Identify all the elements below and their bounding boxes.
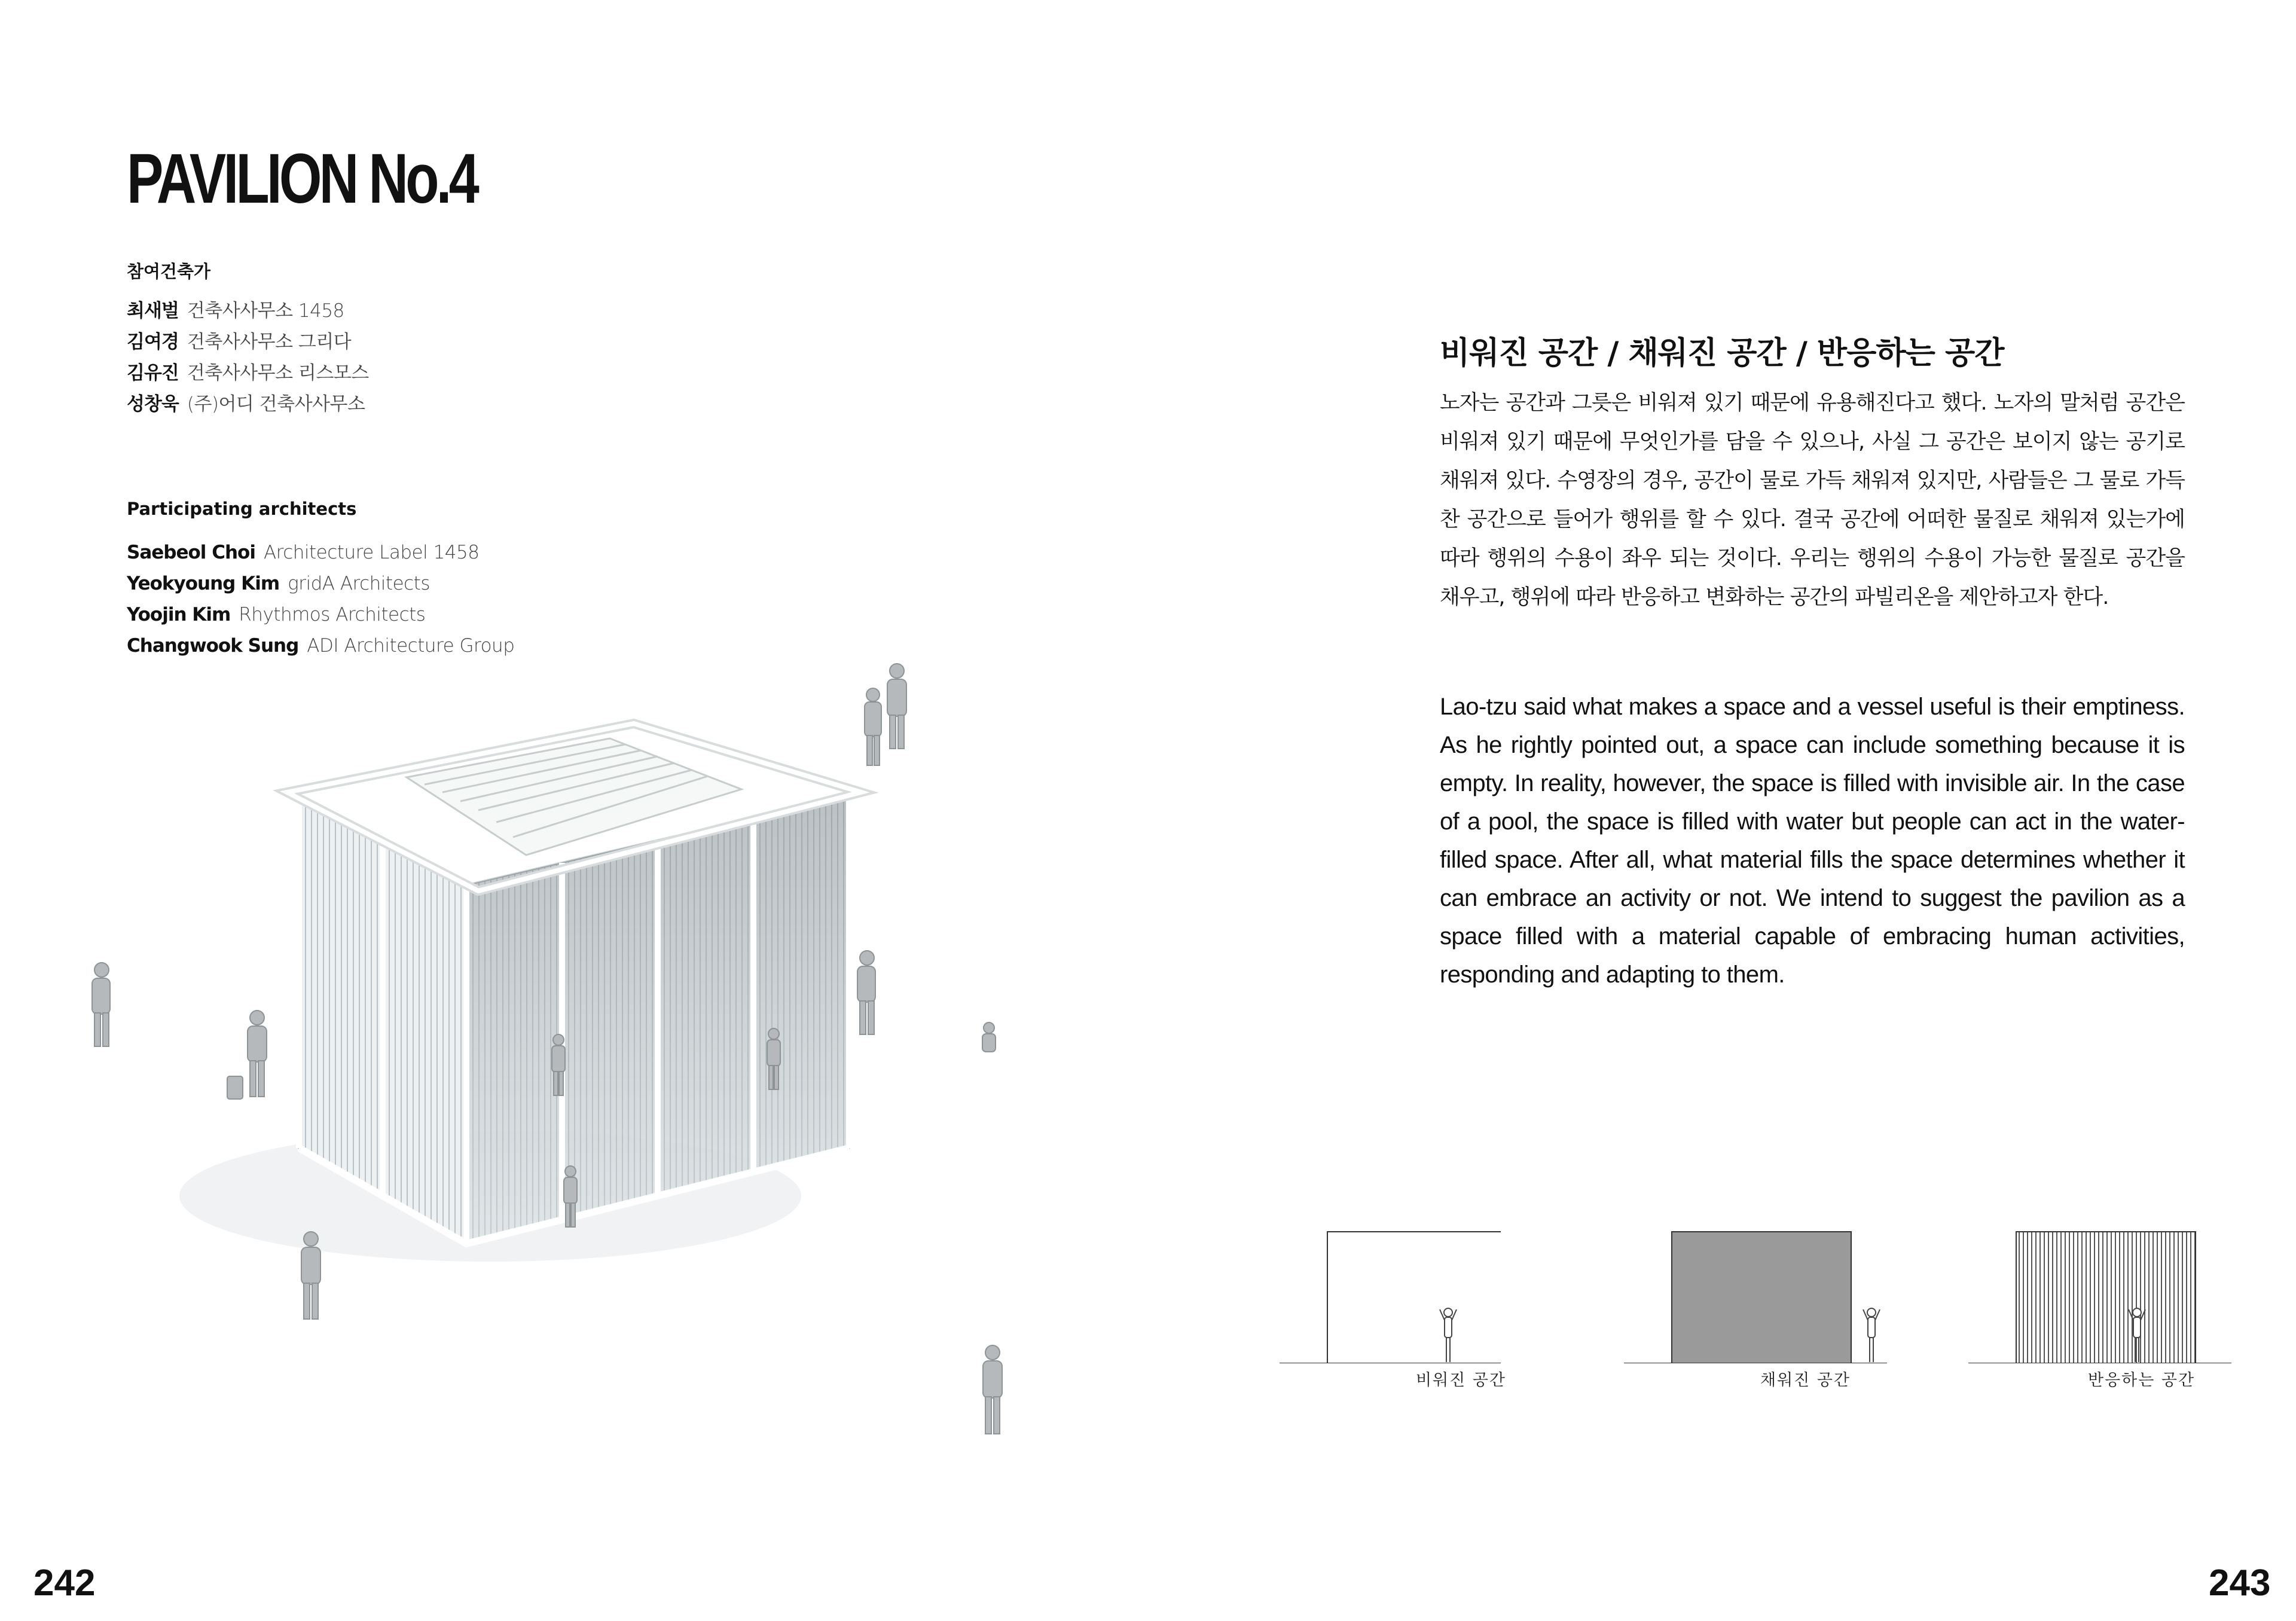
en-architects-heading: Participating architects (127, 499, 357, 519)
list-item (127, 295, 369, 326)
page-number-right: 243 (2209, 1562, 2271, 1604)
person-figure (92, 963, 110, 1046)
person-figure (1863, 1308, 1880, 1362)
architect-office: gridA Architects (288, 573, 430, 594)
architect-name: Yeokyoung Kim (127, 573, 280, 594)
page-number-left: 242 (33, 1562, 96, 1604)
architect-name: 김유진 (127, 362, 179, 384)
person-figure (227, 1011, 267, 1099)
person-figure (982, 1022, 996, 1052)
person-figure (857, 951, 875, 1034)
architect-name: 김여경 (127, 331, 179, 353)
diagram-filled-space (1624, 1220, 1851, 1390)
person-figure (887, 664, 906, 749)
architect-name: Saebeol Choi (127, 542, 255, 563)
architect-name: Yoojin Kim (127, 604, 231, 625)
architect-name: 성창욱 (127, 393, 179, 415)
list-item (127, 358, 369, 389)
diagram-label: 반응하는 공간 (2088, 1371, 2196, 1390)
list-item (127, 389, 369, 420)
diagram-filled-drawing (1624, 1220, 1887, 1363)
architect-office: Architecture Label 1458 (263, 542, 480, 563)
diagram-label: 비워진 공간 (1416, 1371, 1506, 1390)
list-item (127, 326, 369, 358)
pavilion-illustration (72, 634, 1004, 1471)
architect-name: Changwook Sung (127, 635, 299, 657)
architect-name: 최새벌 (127, 300, 179, 322)
architect-office: 건축사사무소 그리다 (187, 331, 352, 353)
diagram-label: 채워진 공간 (1760, 1371, 1851, 1390)
kr-architects-list (127, 295, 369, 420)
diagram-empty-space (1280, 1220, 1506, 1390)
person-figure (983, 1345, 1002, 1434)
list-item (127, 599, 514, 630)
architect-office: (주)어디 건축사사무소 (187, 393, 365, 415)
concept-heading: 비워진 공간 / 채워진 공간 / 반응하는 공간 (1440, 335, 2004, 371)
person-figure (767, 1028, 780, 1089)
diagram-responsive-space (1968, 1220, 2196, 1390)
concept-en-text: Lao-tzu said what makes a space and a vessel useful is their emptiness. As he rightly pointed out, a space can include something because it is empty. In reality, however, the space is filled with invisible air. In the case of a pool, the space is filled with water but people can act in the water-filled space. After all, what material fills the space determines whether it can embrace an activity or not. We intend to suggest the pavilion as a space filled with a material capable of embracing human activities, responding and adapting to them. (1440, 694, 2185, 988)
list-item (127, 537, 514, 568)
list-item (127, 568, 514, 599)
concept-kr-text: 노자는 공간과 그릇은 비워져 있기 때문에 유용해진다고 했다. 노자의 말처럼 공간은 비워져 있기 때문에 무엇인가를 담을 수 있으나, 사실 그 공간은 보이지 않는 공기로 채워져 있다. 수영장의 경우, 공간이 물로 가득 채워져 있지만, 사람들은 그 물로 가득 찬 공간으로 들어가 행위를 할 수 있다. 결국 공간에 어떠한 물질로 채워져 있는가에 따라 행위의 수용이 좌우 되는 것이다. 우리는 행위의 수용이 가능한 물질로 공간을 채우고, 행위에 따라 반응하고 변화하는 공간의 파빌리온을 제안하고자 한다. (1440, 391, 2185, 609)
diagram-striped-drawing (1968, 1220, 2231, 1363)
architect-office: ADI Architecture Group (307, 635, 515, 657)
person-figure (865, 688, 881, 765)
page-title: PAVILION No.4 (127, 139, 477, 218)
person-figure (564, 1166, 577, 1227)
architect-office: 건축사사무소 1458 (187, 300, 344, 322)
architect-office: 건축사사무소 리스모스 (187, 362, 369, 384)
architect-office: Rhythmos Architects (239, 604, 426, 625)
diagram-empty-drawing (1280, 1220, 1501, 1363)
kr-architects-heading: 참여건축가 (127, 261, 211, 282)
person-figure (552, 1034, 565, 1095)
